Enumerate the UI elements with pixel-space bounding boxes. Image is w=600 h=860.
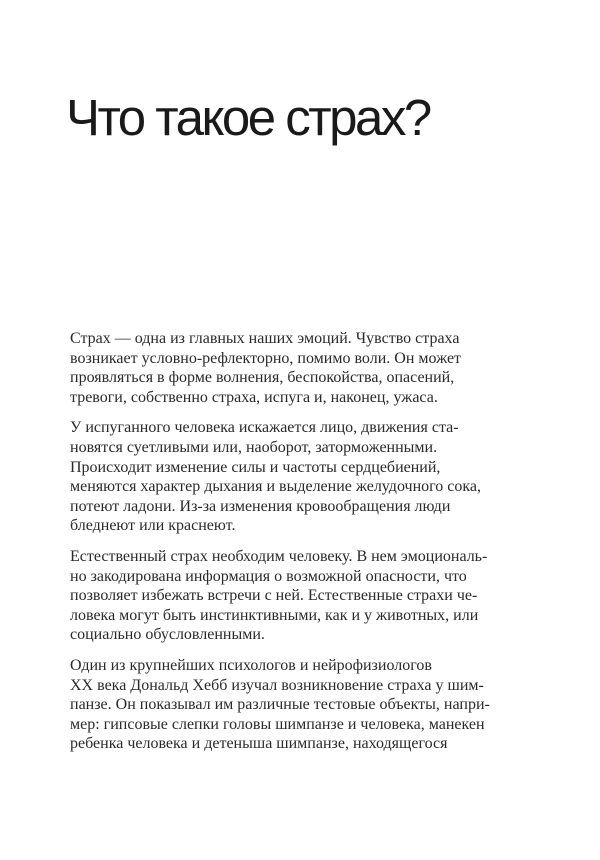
text-line: социально обусловленными.	[70, 626, 265, 644]
text-line: позволяет избежать встречи с ней. Естественные страхи че-	[70, 587, 478, 605]
text-line: ловека могут быть инстинктивными, как и у животных, или	[70, 606, 479, 624]
text-line: тревоги, собственно страха, испуга и, наконец, ужаса.	[70, 388, 438, 406]
text-line: панзе. Он показывал им различные тестовые объекты, напри-	[70, 696, 490, 714]
text-line: бледнеют или краснеют.	[70, 517, 236, 535]
text-line: У испуганного человека искажается лицо, движения ста-	[70, 419, 459, 437]
text-line: Один из крупнейших психологов и нейрофизиологов	[70, 656, 432, 674]
text-line: новятся суетливыми или, наоборот, заторможенными.	[70, 438, 438, 456]
paragraph-1	[70, 329, 540, 407]
paragraph-3	[70, 547, 540, 645]
text-line: но закодирована информация о возможной опасности, что	[70, 567, 467, 585]
page-title: Что такое страх?	[66, 89, 430, 146]
text-line: ребенка человека и детеныша шимпанзе, находящегося	[70, 735, 448, 753]
text-line: Происходит изменение силы и частоты сердцебиений,	[70, 458, 441, 476]
text-line: Страх — одна из главных наших эмоций. Чувство страха	[70, 330, 460, 347]
text-line: проявляться в форме волнения, беспокойства, опасений,	[70, 369, 455, 387]
text-line: возникает условно-рефлекторно, помимо воли. Он может	[70, 349, 462, 367]
body-text	[70, 329, 540, 765]
text-line: потеют ладони. Из-за изменения кровообращения люди	[70, 497, 451, 515]
text-line: меняются характер дыхания и выделение желудочного сока,	[70, 478, 482, 496]
text-line: Естественный страх необходим человеку. В нем эмоциональ-	[70, 547, 488, 565]
paragraph-4	[70, 656, 540, 754]
paragraph-2	[70, 418, 540, 536]
text-line: мер: гипсовые слепки головы шимпанзе и человека, манекен	[70, 715, 485, 733]
text-line: XX века Дональд Хебб изучал возникновение страха у шим-	[70, 676, 484, 694]
